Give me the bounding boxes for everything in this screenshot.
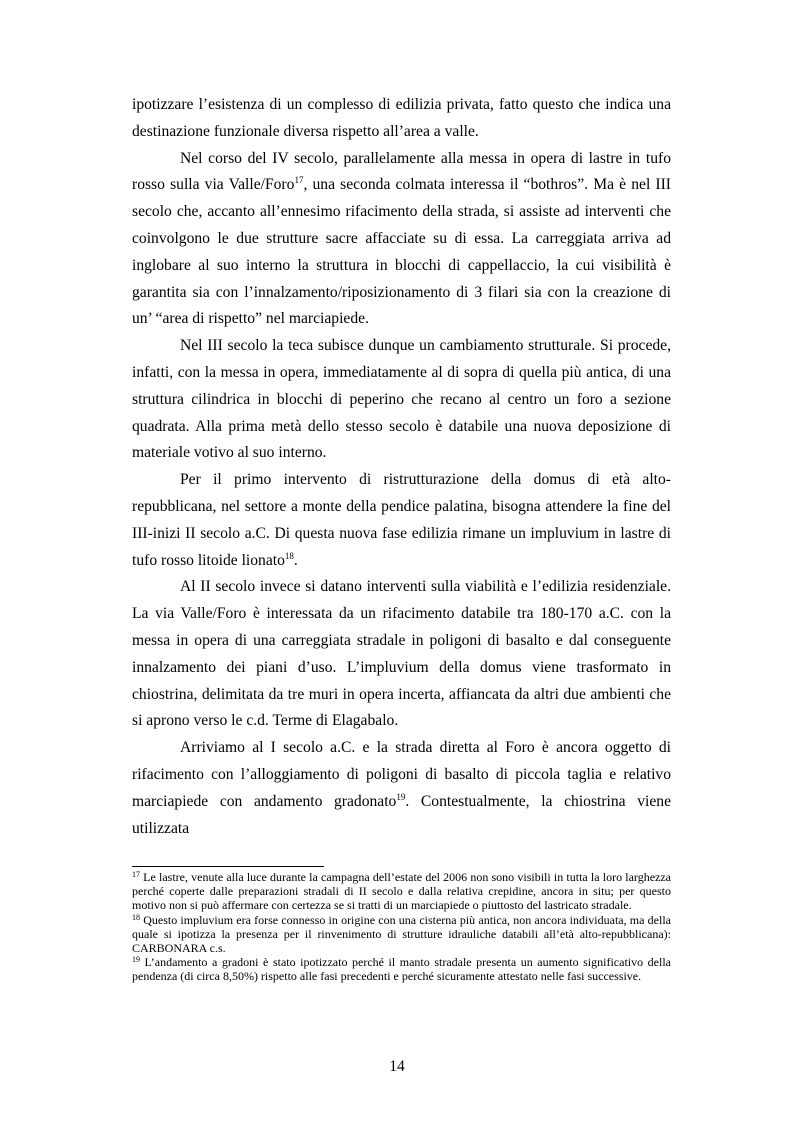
paragraph-2	[132, 146, 671, 334]
footnote-number: 17	[132, 870, 140, 879]
paragraph-4	[132, 467, 671, 574]
paragraph-text: .	[293, 551, 298, 569]
paragraph-text: ipotizzare l’esistenza di un complesso di edilizia privata, fatto questo che indica una destinazione funzionale diversa rispetto all’area a valle.	[132, 96, 671, 140]
paragraph-6	[132, 735, 671, 842]
body-text	[132, 92, 671, 842]
paragraph-1	[132, 92, 671, 146]
footnote-text: Le lastre, venute alla luce durante la campagna dell’estate del 2006 non sono visibili in tutta la loro larghezza perché coperte dalle preparazioni stradali di II secolo e dalla relativa crepidine, ancora in situ; per questo motivo non si può affermare con certezza se si tratti di un marciapiede o piuttosto del lastricato stradale.	[132, 870, 671, 913]
footnote-text: Questo impluvium era forse connesso in origine con una cisterna più antica, non ancora individuata, ma della quale si ipotizza la presenza per il rinvenimento di strutture idrauliche databili all’età alto-repubblicana): CARBONARA c.s.	[132, 912, 671, 956]
paragraph-text: Nel corso del IV secolo, parallelamente alla messa in opera di lastre in tufo rosso sulla via Valle/Foro	[132, 149, 671, 194]
paragraph-text: Arriviamo al I secolo a.C. e la strada diretta al Foro è ancora oggetto di rifacimento con l’alloggiamento di poligoni di basalto di piccola taglia e relativo marciapiede con andamento gradonato	[132, 739, 671, 810]
paragraph-text: Per il primo intervento di ristrutturazione della domus di età alto-repubblicana, nel settore a monte della pendice palatina, bisogna attendere la fine del III-inizi II secolo a.C. Di questa nuova fase edilizia rimane un impluvium in lastre di tufo rosso litoide lionato	[132, 471, 671, 569]
footnote-ref-18[interactable]: 18	[284, 550, 294, 561]
footnote-ref-19[interactable]: 19	[396, 791, 406, 802]
footnote-number: 18	[132, 912, 140, 922]
paragraph-text: Nel III secolo la teca subisce dunque un cambiamento strutturale. Si procede, infatti, con la messa in opera, immediatamente al di sopra di quella più antica, di una struttura cilindrica in blocchi di peperino che recano al centro un foro a sezione quadrata. Alla prima metà dello stesso secolo è databile una nuova deposizione di materiale votivo al suo interno.	[132, 337, 671, 462]
footnotes	[132, 870, 671, 984]
page-number: 14	[389, 1058, 405, 1075]
footnote-18	[132, 913, 671, 956]
paragraph-3	[132, 333, 671, 467]
footnote-ref-17[interactable]: 17	[294, 175, 304, 186]
footnote-number: 19	[132, 955, 140, 965]
footnote-separator	[132, 866, 324, 867]
footnote-text: L’andamento a gradoni è stato ipotizzato perché il manto stradale presenta un aumento significativo della pendenza (di circa 8,50%) rispetto alle fasi precedenti e perché sicuramente attestato nelle fasi successive.	[132, 955, 671, 984]
paragraph-text: , una seconda colmata interessa il “bothros”. Ma è nel III secolo che, accanto all’ennesimo rifacimento della strada, si assiste ad interventi che coinvolgono le due strutture sacre affacciate su di essa. La carreggiata arriva ad inglobare al suo interno la struttura in blocchi di cappellaccio, la cui visibilità è garantita sia con l’innalzamento/riposizionamento di 3 filari sia con la creazione di un’ “area di rispetto” nel marciapiede.	[132, 176, 672, 328]
paragraph-text: Al II secolo invece si datano interventi sulla viabilità e l’edilizia residenziale. La via Valle/Foro è interessata da un rifacimento databile tra 180-170 a.C. con la messa in opera di una carreggiata stradale in poligoni di basalto e dal conseguente innalzamento dei piani d’uso. L’impluvium della domus viene trasformato in chiostrina, delimitata da tre muri in opera incerta, affiancata da altri due ambienti che si aprono verso le c.d. Terme di Elagabalo.	[132, 578, 671, 730]
paragraph-5	[132, 574, 671, 735]
footnote-19	[132, 955, 671, 983]
footnote-17	[132, 870, 671, 913]
paragraph-text: . Contestualmente, la chiostrina viene utilizzata	[132, 792, 671, 837]
